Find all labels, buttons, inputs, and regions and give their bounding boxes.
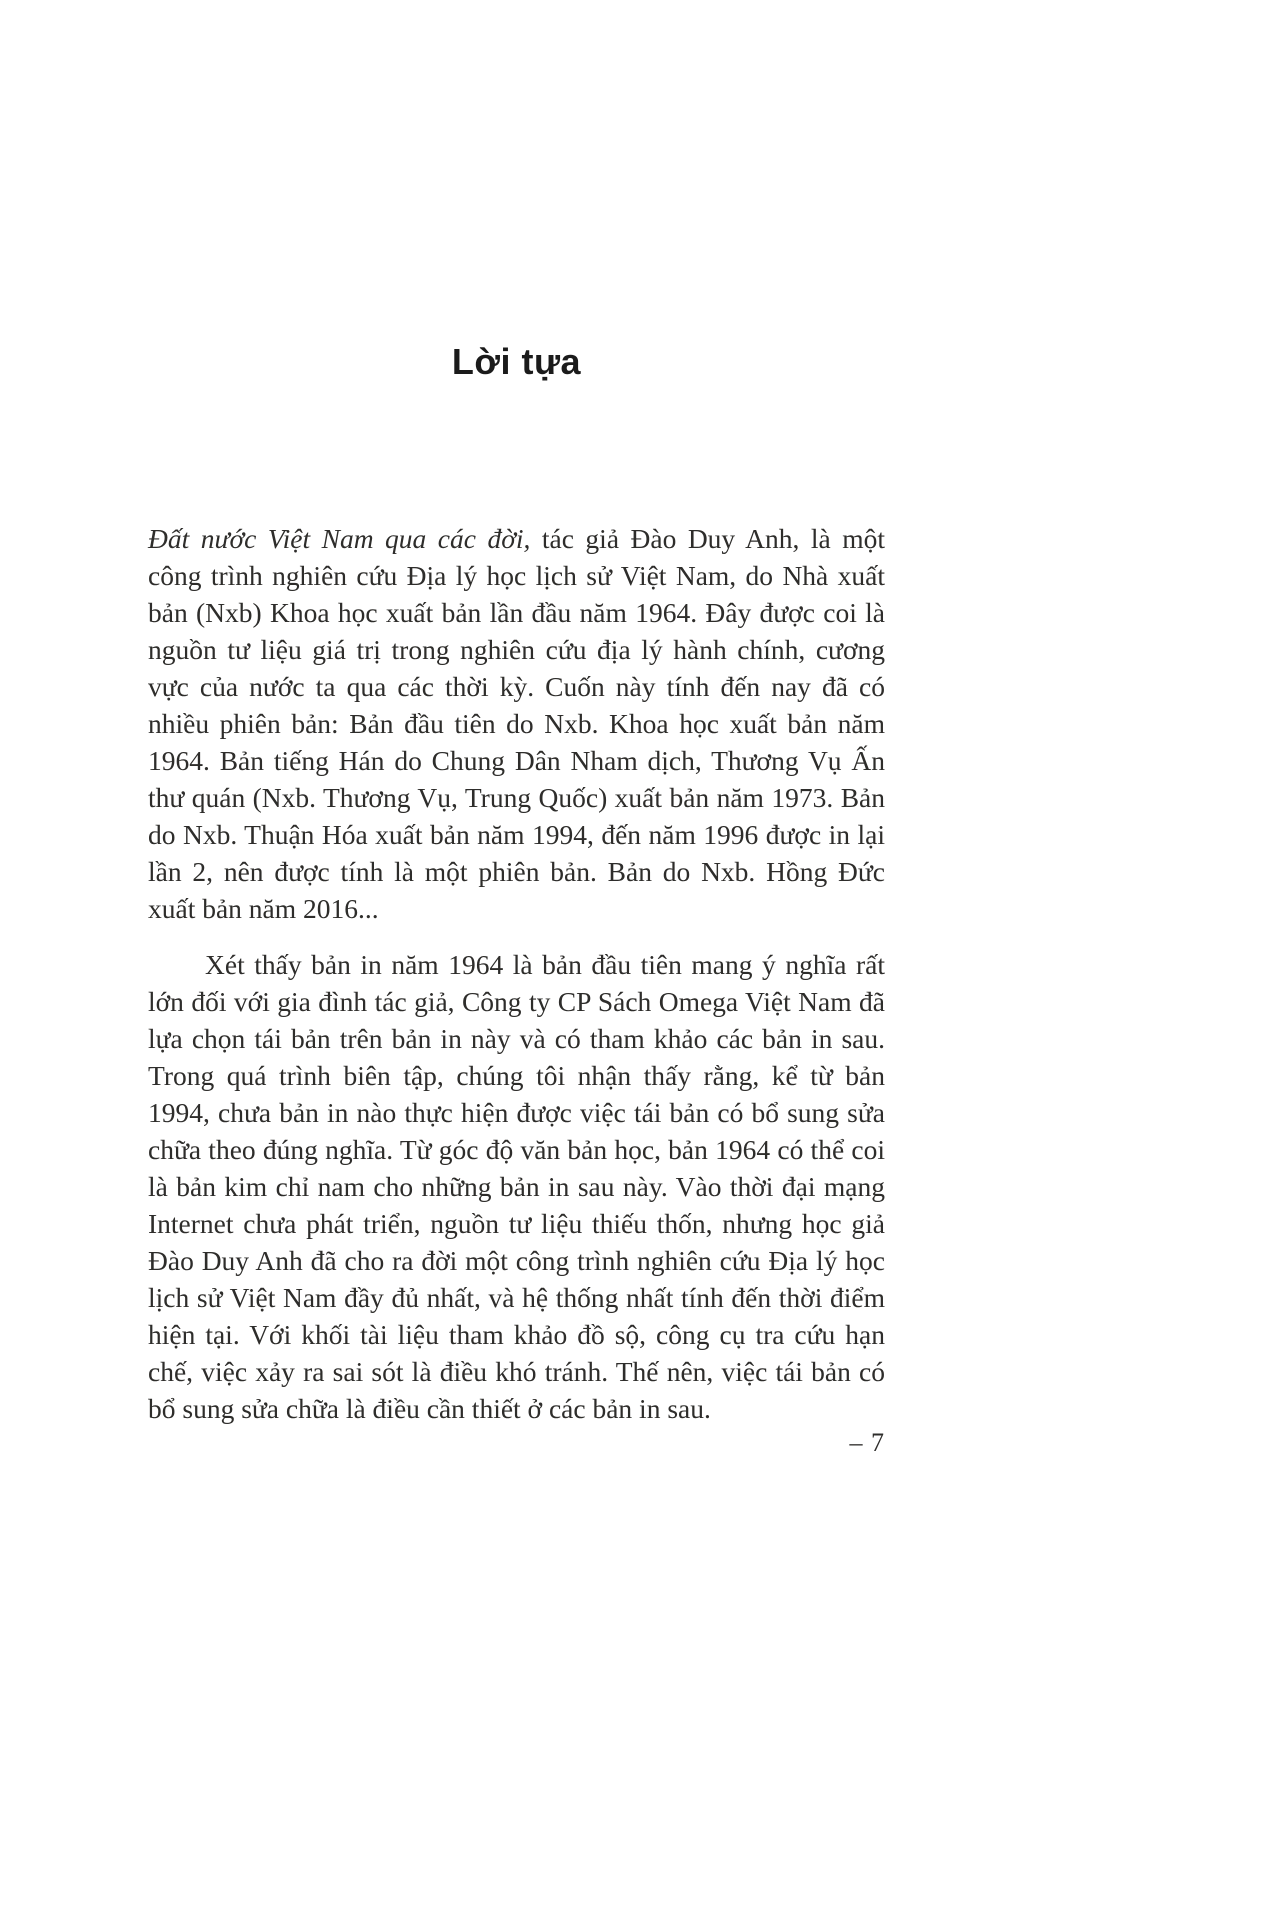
paragraph-1-text: tác giả Đào Duy Anh, là một công trình nghiên cứu Địa lý học lịch sử Việt Nam, do Nhà xuất bản (Nxb) Khoa học xuất bản lần đầu năm 1964. Đây được coi là nguồn tư liệu giá trị trong nghiên cứu địa lý hành chính, cương vực của nước ta qua các thời kỳ. Cuốn này tính đến nay đã có nhiều phiên bản: Bản đầu tiên do Nxb. Khoa học xuất bản năm 1964. Bản tiếng Hán do Chung Dân Nham dịch, Thương Vụ Ấn thư quán (Nxb. Thương Vụ, Trung Quốc) xuất bản năm 1973. Bản do Nxb. Thuận Hóa xuất bản năm 1994, đến năm 1996 được in lại lần 2, nên được tính là một phiên bản. Bản do Nxb. Hồng Đức xuất bản năm 2016... <box>148 523 885 924</box>
preface-text <box>148 520 885 1427</box>
paragraph-2: Xét thấy bản in năm 1964 là bản đầu tiên mang ý nghĩa rất lớn đối với gia đình tác giả, Công ty CP Sách Omega Việt Nam đã lựa chọn tái bản trên bản in này và có tham khảo các bản in sau. Trong quá trình biên tập, chúng tôi nhận thấy rằng, kể từ bản 1994, chưa bản in nào thực hiện được việc tái bản có bổ sung sửa chữa theo đúng nghĩa. Từ góc độ văn bản học, bản 1964 có thể coi là bản kim chỉ nam cho những bản in sau này. Vào thời đại mạng Internet chưa phát triển, nguồn tư liệu thiếu thốn, nhưng học giả Đào Duy Anh đã cho ra đời một công trình nghiên cứu Địa lý học lịch sử Việt Nam đầy đủ nhất, và hệ thống nhất tính đến thời điểm hiện tại. Với khối tài liệu tham khảo đồ sộ, công cụ tra cứu hạn chế, việc xảy ra sai sót là điều khó tránh. Thế nên, việc tái bản có bổ sung sửa chữa là điều cần thiết ở các bản in sau. <box>148 949 885 1424</box>
book-page <box>148 0 885 1922</box>
page-number: – 7 <box>849 1428 885 1457</box>
paragraph-1 <box>148 520 885 927</box>
book-title-italic: Đất nước Việt Nam qua các đời, <box>148 523 531 554</box>
page-title: Lời tựa <box>451 341 582 382</box>
